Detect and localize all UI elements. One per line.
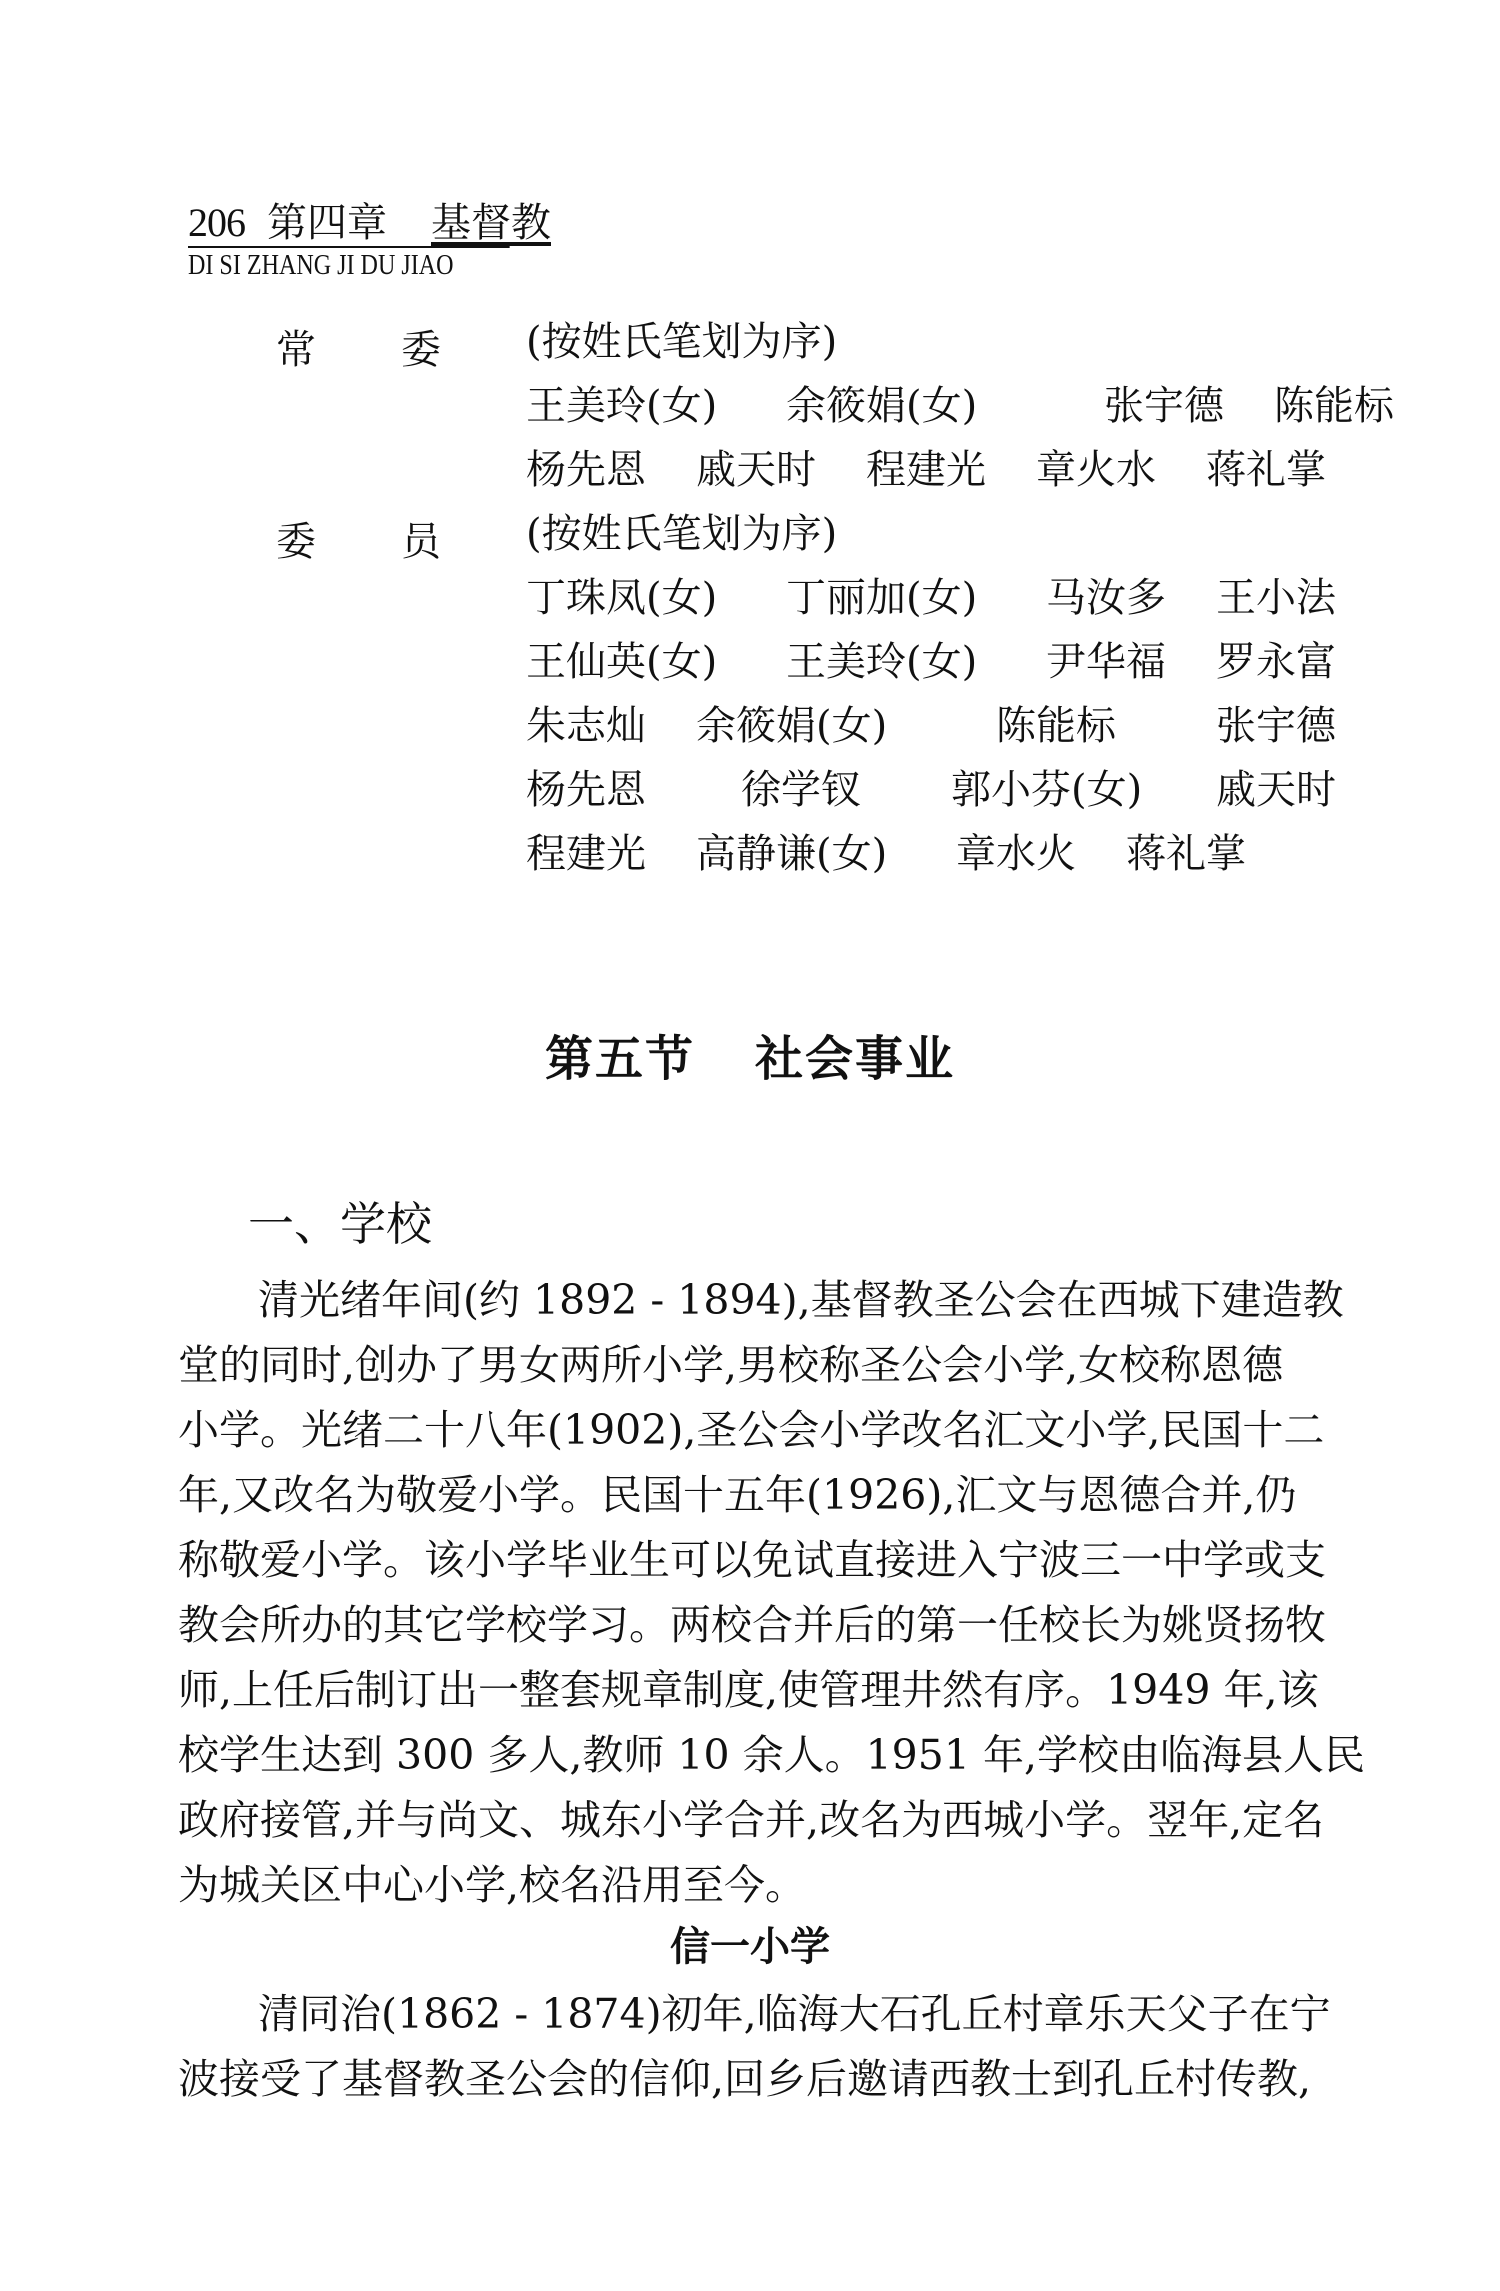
member-name: 郭小芬(女) <box>951 767 1143 813</box>
text-line: 小学。光绪二十八年(1902),圣公会小学改名汇文小学,民国十二 <box>178 1406 1325 1454</box>
members-list <box>526 502 1336 886</box>
member-name: 徐学钗 <box>741 767 861 813</box>
text-line: 校学生达到 300 多人,教师 10 余人。1951 年,学校由临海县人民 <box>178 1731 1365 1779</box>
member-name: 尹华福 <box>1046 639 1166 685</box>
member-name: 张宇德 <box>1216 703 1336 749</box>
member-name: 陈能标 <box>1274 383 1394 429</box>
member-name: 蒋礼掌 <box>1126 831 1246 877</box>
member-name: 马汝多 <box>1046 575 1166 621</box>
header-pinyin: DI SI ZHANG JI DU JIAO <box>188 246 510 282</box>
text-line: 清同治(1862 - 1874)初年,临海大石孔丘村章乐天父子在宁 <box>258 1990 1331 2038</box>
text-line: 政府接管,并与尚文、城东小学合并,改名为西城小学。翌年,定名 <box>178 1796 1325 1844</box>
member-name: 张宇德 <box>1104 383 1224 429</box>
name-row <box>526 438 1414 502</box>
ordering-note: (按姓氏笔划为序) <box>526 319 838 365</box>
school-heading: 信一小学 <box>670 1924 830 1970</box>
page-number: 206 <box>188 200 245 245</box>
text-line: 教会所办的其它学校学习。两校合并后的第一任校长为姚贤扬牧 <box>178 1601 1326 1649</box>
text-line: 称敬爱小学。该小学毕业生可以免试直接进入宁波三一中学或支 <box>178 1536 1326 1584</box>
role-char: 员 <box>401 519 441 565</box>
member-name: 戚天时 <box>696 447 816 493</box>
text-line: 波接受了基督教圣公会的信仰,回乡后邀请西教士到孔丘村传教, <box>178 2055 1312 2103</box>
member-name: 王美玲(女) <box>526 383 718 429</box>
member-name: 王美玲(女) <box>786 639 978 685</box>
member-name: 朱志灿 <box>526 703 646 749</box>
standing-committee-list <box>526 310 1414 502</box>
member-name: 戚天时 <box>1216 767 1336 813</box>
member-name: 王小法 <box>1216 575 1336 621</box>
header-title-line <box>188 200 562 246</box>
text-line: 师,上任后制订出一整套规章制度,使管理井然有序。1949 年,该 <box>178 1666 1319 1714</box>
member-name: 章水火 <box>956 831 1076 877</box>
text-line: 堂的同时,创办了男女两所小学,男校称圣公会小学,女校称恩德 <box>178 1341 1284 1389</box>
role-char: 委 <box>276 519 316 565</box>
chapter-label: 第四章 <box>267 200 387 246</box>
member-name: 陈能标 <box>996 703 1116 749</box>
members-role <box>276 510 506 567</box>
paragraph-xinyi <box>178 1982 1331 2112</box>
member-name: 丁珠凤(女) <box>526 575 718 621</box>
member-name: 程建光 <box>866 447 986 493</box>
standing-committee-role <box>276 318 506 375</box>
subject-label: 基督教 <box>431 200 551 246</box>
subsection-heading: 一、学校 <box>248 1197 432 1251</box>
member-name: 丁丽加(女) <box>786 575 978 621</box>
member-name: 余筱娟(女) <box>696 703 888 749</box>
name-row <box>526 566 1336 630</box>
name-row <box>526 374 1414 438</box>
role-char: 常 <box>276 327 316 373</box>
text-line: 为城关区中心小学,校名沿用至今。 <box>178 1861 807 1909</box>
section-number: 第五节 <box>544 1031 695 1087</box>
member-name: 蒋礼掌 <box>1206 447 1326 493</box>
name-row <box>526 758 1336 822</box>
member-name: 章火水 <box>1036 447 1156 493</box>
member-name: 余筱娟(女) <box>786 383 978 429</box>
role-char: 委 <box>401 327 441 373</box>
name-row <box>526 630 1336 694</box>
name-row <box>526 822 1336 886</box>
member-name: 罗永富 <box>1216 639 1336 685</box>
section-title <box>0 1020 1500 1089</box>
member-name: 王仙英(女) <box>526 639 718 685</box>
running-header <box>188 200 562 282</box>
name-row <box>526 694 1336 758</box>
member-name: 高静谦(女) <box>696 831 888 877</box>
paragraph-schools <box>178 1268 1365 1918</box>
member-name: 杨先恩 <box>526 447 646 493</box>
text-line: 年,又改名为敬爱小学。民国十五年(1926),汇文与恩德合并,仍 <box>178 1471 1297 1519</box>
member-name: 程建光 <box>526 831 646 877</box>
ordering-note: (按姓氏笔划为序) <box>526 511 838 557</box>
member-name: 杨先恩 <box>526 767 646 813</box>
text-line: 清光绪年间(约 1892 - 1894),基督教圣公会在西城下建造教 <box>258 1276 1344 1324</box>
section-name: 社会事业 <box>755 1031 956 1087</box>
